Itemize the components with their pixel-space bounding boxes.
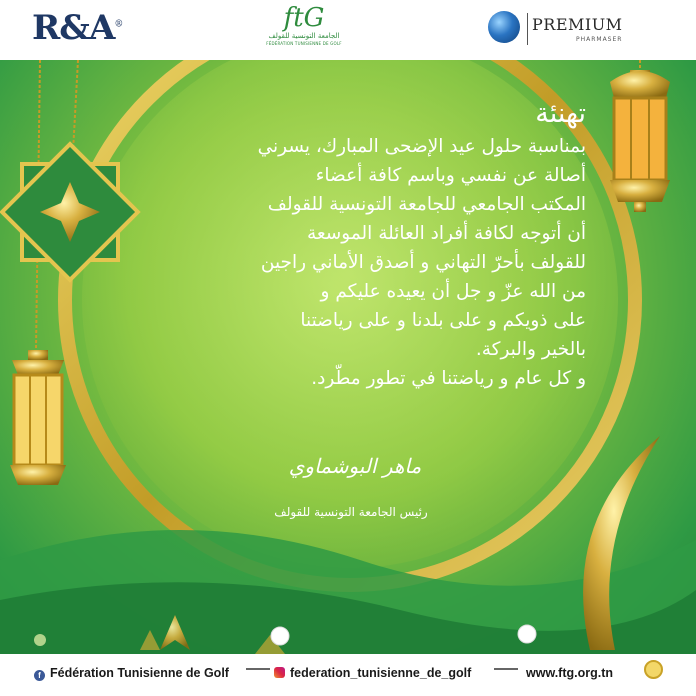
sponsor-divider bbox=[527, 13, 528, 45]
website-link[interactable] bbox=[526, 666, 613, 680]
facebook-link[interactable] bbox=[34, 666, 229, 681]
lantern-icon bbox=[610, 70, 670, 212]
ftg-logo-french: FÉDÉRATION TUNISIENNE DE GOLF bbox=[266, 41, 342, 46]
golf-ball-icon bbox=[518, 625, 536, 643]
greeting-line: بمناسبة حلول عيد الإضحى المبارك، يسرني bbox=[257, 136, 586, 157]
footer-divider bbox=[246, 668, 270, 670]
golf-ball-icon bbox=[271, 627, 289, 645]
facebook-label: Fédération Tunisienne de Golf bbox=[50, 666, 229, 680]
footer-bar bbox=[0, 654, 696, 696]
sponsor-globe-icon bbox=[488, 11, 520, 43]
ra-logo: R&A® bbox=[32, 8, 123, 48]
instagram-link[interactable] bbox=[274, 666, 471, 680]
sponsor-logo bbox=[488, 9, 623, 49]
globe-icon[interactable] bbox=[644, 660, 663, 679]
instagram-label: federation_tunisienne_de_golf bbox=[290, 666, 472, 680]
greeting-line: من الله عزّ و جل أن يعيده عليكم و bbox=[320, 281, 586, 302]
greeting-line: أصالة عن نفسي وباسم كافة أعضاء bbox=[315, 165, 586, 186]
greeting-line: للقولف بأحرّ التهاني و أصدق الأماني راجين bbox=[260, 252, 586, 273]
signer-title: رئيس الجامعة التونسية للقولف bbox=[274, 505, 428, 519]
ftg-logo-arabic: الجامعة التونسية للقولف bbox=[268, 32, 340, 40]
greeting-line: و كل عام و رياضتنا في تطور مطّرد. bbox=[311, 368, 586, 389]
sponsor-name: PREMIUM bbox=[532, 15, 623, 34]
header-bar bbox=[0, 0, 696, 60]
greeting-title: تهنئة bbox=[535, 98, 586, 129]
greeting-line: المكتب الجامعي للجامعة التونسية للقولف bbox=[267, 194, 586, 215]
footer-divider bbox=[494, 668, 518, 670]
instagram-icon bbox=[274, 667, 285, 678]
greeting-line: على ذويكم و على بلدنا و على رياضتنا bbox=[300, 310, 586, 331]
signature: ماهر البوشماوي bbox=[288, 454, 422, 478]
ftg-logo bbox=[262, 4, 346, 56]
greeting-text-block bbox=[116, 96, 586, 393]
lantern-icon bbox=[10, 350, 66, 485]
greeting-line: أن أتوجه لكافة أفراد العائلة الموسعة bbox=[306, 223, 586, 244]
website-label: www.ftg.org.tn bbox=[526, 666, 614, 680]
facebook-icon: f bbox=[34, 670, 45, 681]
greeting-body bbox=[116, 132, 586, 393]
greeting-line: بالخير والبركة. bbox=[475, 339, 586, 360]
ftg-logo-mark: ftG bbox=[283, 3, 325, 33]
sponsor-subtitle: PHARMASER bbox=[576, 36, 623, 43]
